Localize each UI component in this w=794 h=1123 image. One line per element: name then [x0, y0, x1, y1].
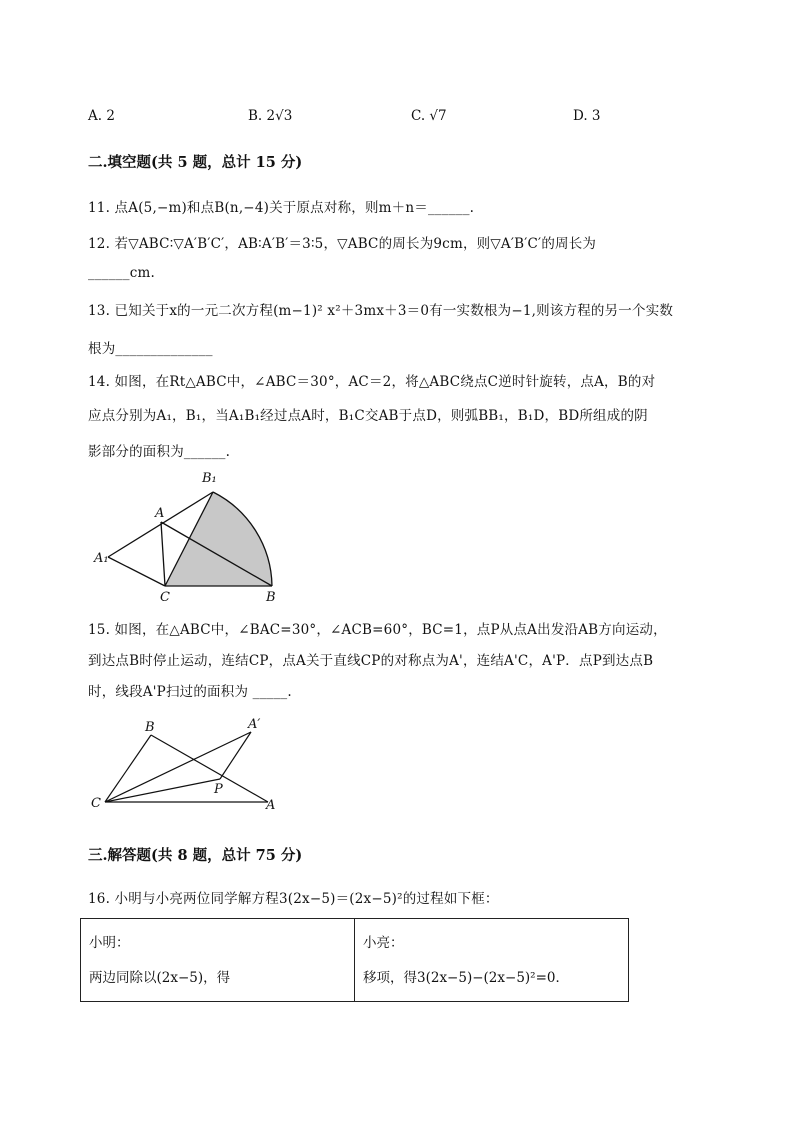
seg-a-c	[161, 522, 165, 586]
seg-c-b	[105, 735, 151, 802]
xiaoming-step: 两边同除以(2x−5)，得	[89, 970, 231, 986]
question-15-line3: 时，线段A'P扫过的面积为 _____.	[88, 684, 292, 700]
xiaoming-cell	[81, 919, 355, 1002]
choice-a: A. 2	[88, 108, 115, 124]
question-15-line2: 到达点B时停止运动，连结CP，点A关于直线CP的对称点为A'，连结A'C，A'P．点P到达点B	[88, 653, 654, 669]
label-b1: B₁	[202, 471, 217, 486]
question-14-line1: 14. 如图，在Rt△ABC中，∠ABC＝30°，AC＝2，将△ABC绕点C逆时针旋转，点A，B的对	[88, 374, 656, 390]
solution-compare-table	[80, 918, 629, 1002]
choice-d: D. 3	[573, 108, 601, 124]
question-13-line1: 13. 已知关于x的一元二次方程(m−1)² x²＋3mx＋3＝0有一实数根为−1,则该方程的另一个实数	[88, 303, 674, 319]
label-a1: A₁	[94, 551, 109, 566]
question-11: 11. 点A(5,−m)和点B(n,−4)关于原点对称，则m＋n＝______.	[88, 200, 475, 216]
xiaoliang-step: 移项，得3(2x−5)−(2x−5)²=0．	[363, 970, 569, 986]
question-16: 16. 小明与小亮两位同学解方程3(2x−5)＝(2x−5)²的过程如下框：	[88, 891, 499, 907]
question-15-line1: 15. 如图，在△ABC中，∠BAC=30°，∠ACB=60°，BC=1，点P从点A出发沿AB方向运动，	[88, 622, 667, 638]
seg-a1-c	[108, 557, 165, 586]
seg-c-p	[105, 779, 220, 802]
question-14-line3: 影部分的面积为______.	[88, 444, 231, 460]
question-12-line1: 12. 若▽ABC∶▽A′B′C′，AB∶A′B′＝3∶5，▽ABC的周长为9cm，则▽A′B′C′的周长为	[88, 236, 597, 252]
seg-c-ap	[105, 732, 251, 802]
xiaoming-title: 小明：	[89, 935, 130, 951]
seg-b-a	[151, 735, 268, 802]
shaded-sector	[165, 492, 272, 586]
label-a: A	[266, 798, 276, 813]
question-14-line2: 应点分别为A₁，B₁，当A₁B₁经过点A时，B₁C交AB于点D，则弧BB₁，B₁D，BD所组成的阴	[88, 408, 648, 424]
section-title-fill-in: 二.填空题(共 5 题，总计 15 分)	[88, 154, 303, 171]
xiaoliang-title: 小亮：	[363, 935, 404, 951]
label-c: C	[160, 590, 170, 605]
question-13-line2: 根为______________	[88, 341, 213, 357]
choice-b: B. 2√3	[248, 108, 293, 124]
figure-q14	[88, 462, 298, 606]
label-b: B	[266, 590, 276, 605]
section-title-solve: 三.解答题(共 8 题，总计 75 分)	[88, 847, 303, 864]
xiaoliang-cell	[355, 919, 629, 1002]
label-p: P	[214, 782, 223, 797]
figure-q15	[88, 712, 288, 816]
label-c: C	[91, 796, 101, 811]
question-12-line2: ______cm.	[88, 265, 155, 281]
label-a-prime: A′	[248, 717, 261, 732]
label-a: A	[155, 506, 165, 521]
label-b: B	[145, 720, 155, 735]
choice-c: C. √7	[411, 108, 447, 124]
